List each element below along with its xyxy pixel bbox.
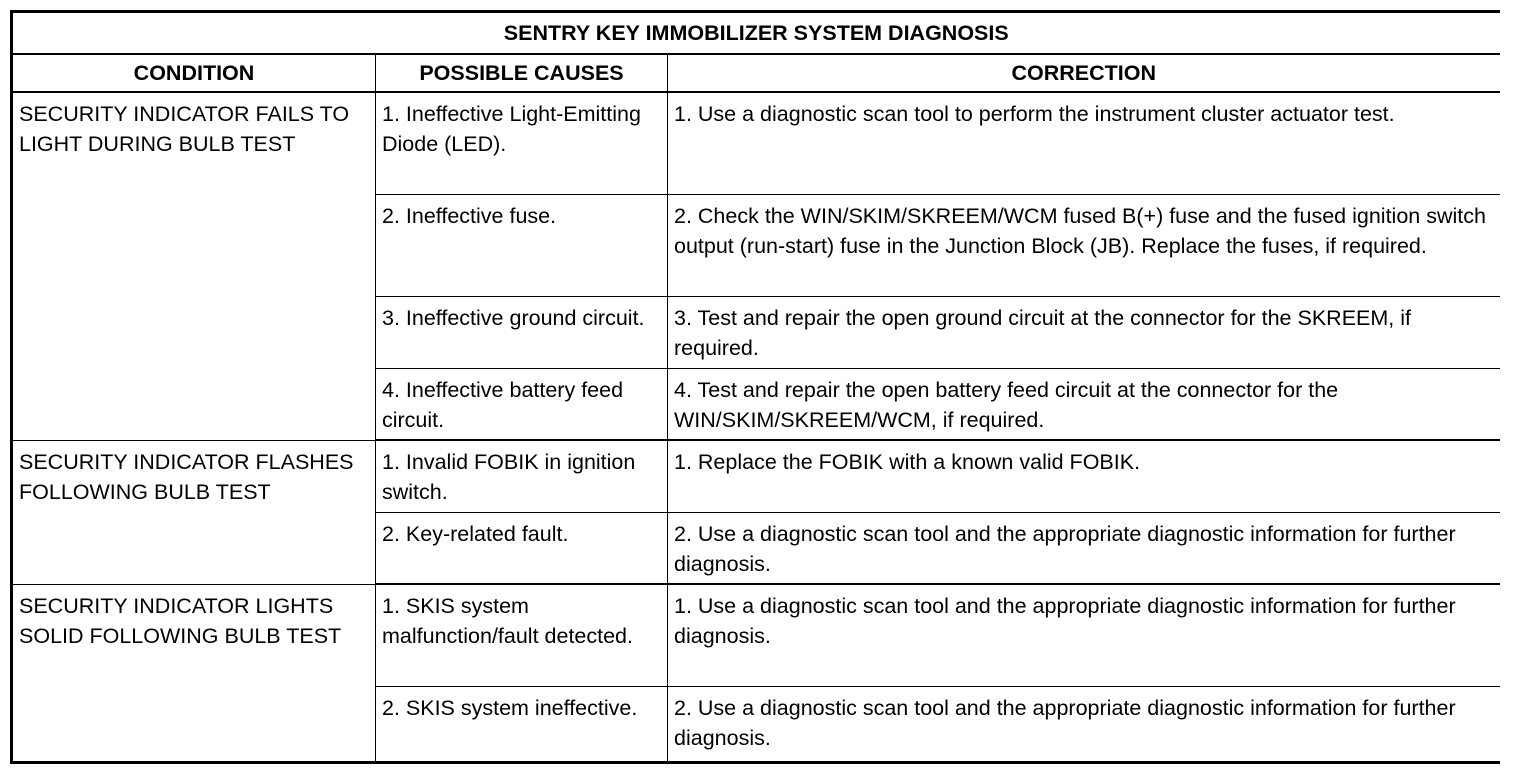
condition-cell: SECURITY INDICATOR FLASHES FOLLOWING BULB TEST (12, 440, 376, 584)
column-header-causes: POSSIBLE CAUSES (376, 54, 668, 92)
cause-cell: 1. Ineffective Light-Emitting Diode (LED). (376, 92, 668, 194)
correction-cell: 2. Use a diagnostic scan tool and the appropriate diagnostic information for further diagnosis. (668, 512, 1500, 584)
cause-cell: 1. SKIS system malfunction/fault detected. (376, 584, 668, 686)
table-title: SENTRY KEY IMMOBILIZER SYSTEM DIAGNOSIS (12, 12, 1500, 55)
diagnosis-table (10, 10, 1500, 764)
correction-cell: 1. Use a diagnostic scan tool and the appropriate diagnostic information for further diagnosis. (668, 584, 1500, 686)
table-row (12, 92, 1500, 194)
column-header-correction: CORRECTION (668, 54, 1500, 92)
cause-cell: 2. Ineffective fuse. (376, 194, 668, 296)
cause-cell: 4. Ineffective battery feed circuit. (376, 368, 668, 440)
correction-cell: 4. Test and repair the open battery feed circuit at the connector for the WIN/SKIM/SKREEM/WCM, if required. (668, 368, 1500, 440)
correction-cell: 3. Test and repair the open ground circuit at the connector for the SKREEM, if required. (668, 296, 1500, 368)
table-title-row (12, 12, 1500, 55)
cause-cell: 3. Ineffective ground circuit. (376, 296, 668, 368)
cause-cell: 1. Invalid FOBIK in ignition switch. (376, 440, 668, 512)
table-row (12, 584, 1500, 686)
correction-cell: 2. Use a diagnostic scan tool and the appropriate diagnostic information for further diagnosis. (668, 686, 1500, 763)
column-header-condition: CONDITION (12, 54, 376, 92)
cause-cell: 2. SKIS system ineffective. (376, 686, 668, 763)
cause-cell: 2. Key-related fault. (376, 512, 668, 584)
correction-cell: 1. Use a diagnostic scan tool to perform the instrument cluster actuator test. (668, 92, 1500, 194)
correction-cell: 2. Check the WIN/SKIM/SKREEM/WCM fused B(+) fuse and the fused ignition switch output (run-start) fuse in the Junction Block (JB). Replace the fuses, if required. (668, 194, 1500, 296)
condition-cell: SECURITY INDICATOR FAILS TO LIGHT DURING BULB TEST (12, 92, 376, 440)
correction-cell: 1. Replace the FOBIK with a known valid FOBIK. (668, 440, 1500, 512)
table-row (12, 440, 1500, 512)
table-header-row (12, 54, 1500, 92)
condition-cell: SECURITY INDICATOR LIGHTS SOLID FOLLOWING BULB TEST (12, 584, 376, 763)
